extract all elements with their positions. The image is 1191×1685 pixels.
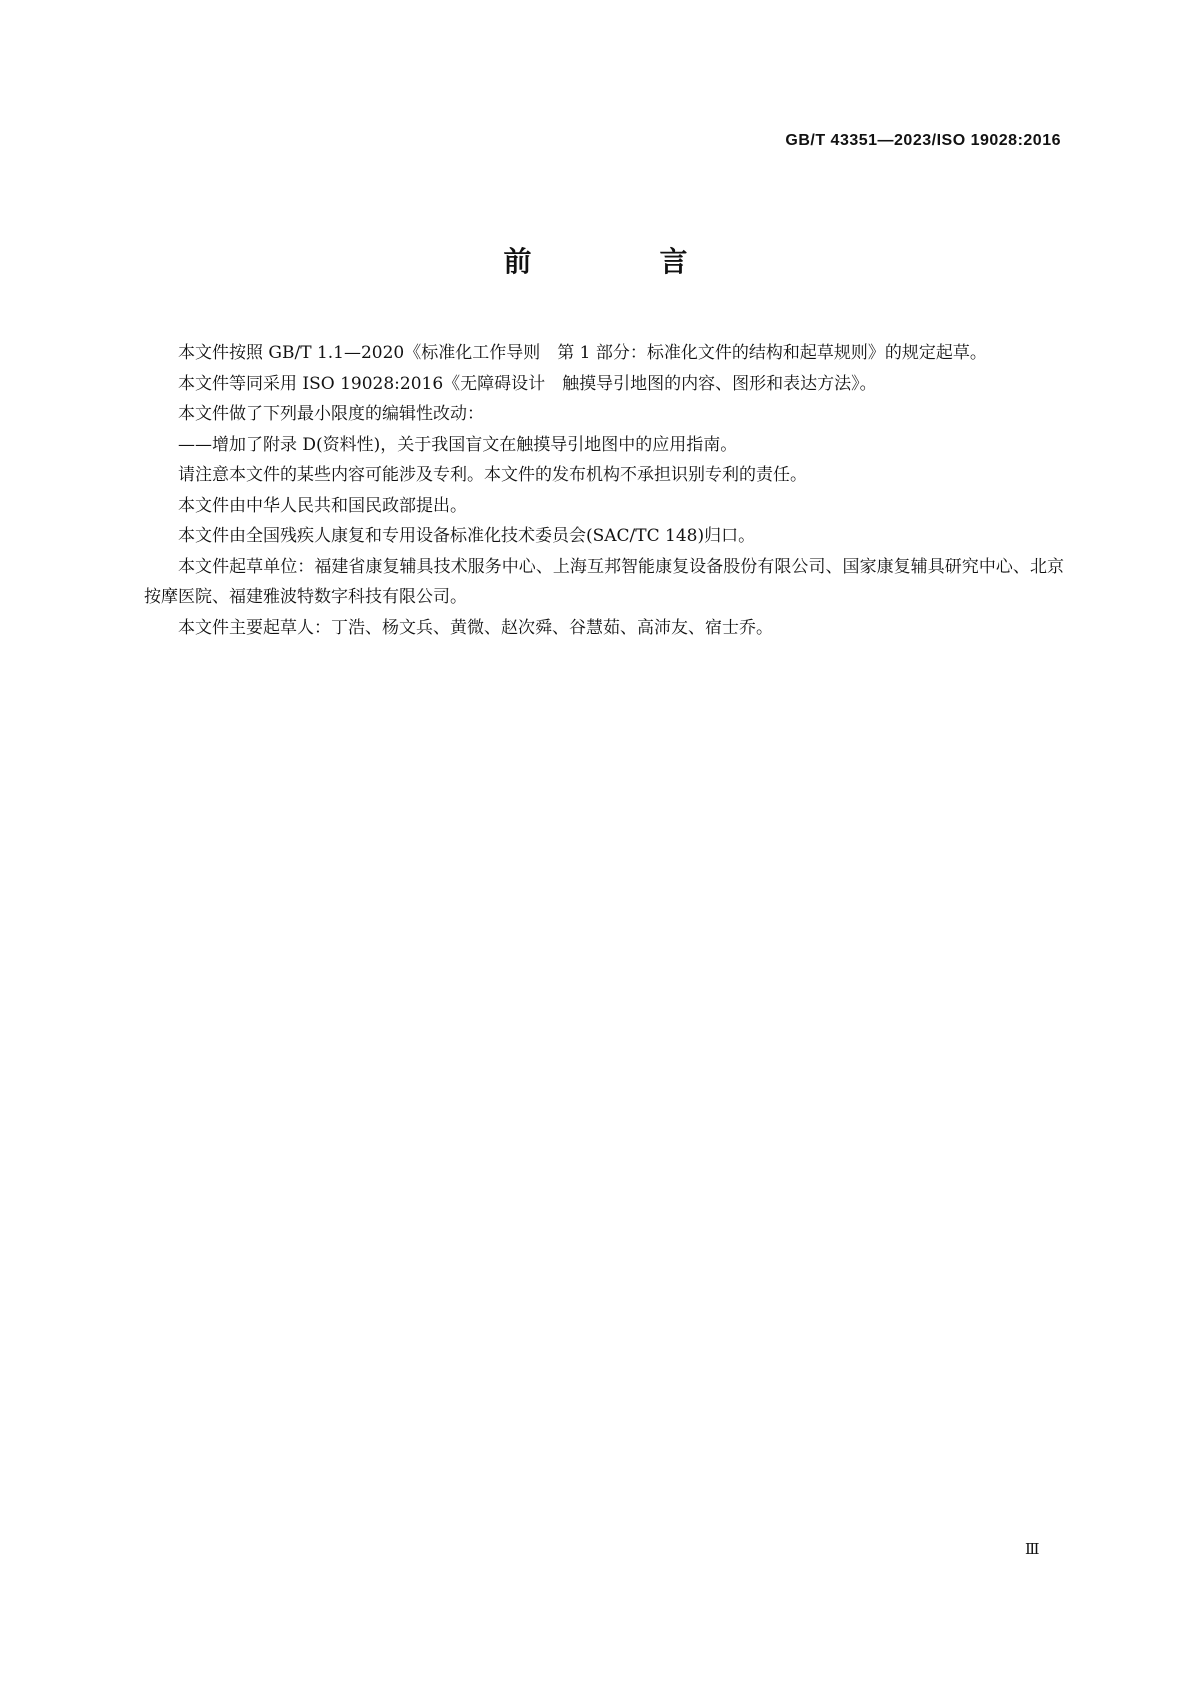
paragraph-annex-d: ——增加了附录 D(资料性)，关于我国盲文在触摸导引地图中的应用指南。	[178, 434, 738, 455]
paragraph-editorial-changes: 本文件做了下列最小限度的编辑性改动：	[178, 404, 484, 424]
foreword-body	[144, 338, 1064, 643]
paragraph-main-drafters: 本文件主要起草人：丁浩、杨文兵、黄微、赵次舜、谷慧茹、高沛友、宿士乔。	[178, 617, 773, 638]
paragraph-iso-adoption: 本文件等同采用 ISO 19028:2016《无障碍设计 触摸导引地图的内容、图形和表达方法》。	[178, 373, 877, 394]
standard-number-header: GB/T 43351—2023/ISO 19028:2016	[785, 132, 1061, 149]
paragraph-proposed-by: 本文件由中华人民共和国民政部提出。	[178, 495, 467, 516]
paragraph-drafting-rules: 本文件按照 GB/T 1.1—2020《标准化工作导则 第 1 部分：标准化文件的结构和起草规则》的规定起草。	[178, 343, 987, 363]
paragraph-drafting-units: 本文件起草单位：福建省康复辅具技术服务中心、上海互邦智能康复设备股份有限公司、国家康复辅具研究中心、北京按摩医院、福建雅波特数字科技有限公司。	[144, 556, 1064, 607]
paragraph-under-jurisdiction: 本文件由全国残疾人康复和专用设备标准化技术委员会(SAC/TC 148)归口。	[178, 526, 756, 546]
page-number: Ⅲ	[1025, 1542, 1040, 1558]
page-title: 前 言	[503, 245, 738, 278]
paragraph-patent-notice: 请注意本文件的某些内容可能涉及专利。本文件的发布机构不承担识别专利的责任。	[178, 465, 807, 485]
